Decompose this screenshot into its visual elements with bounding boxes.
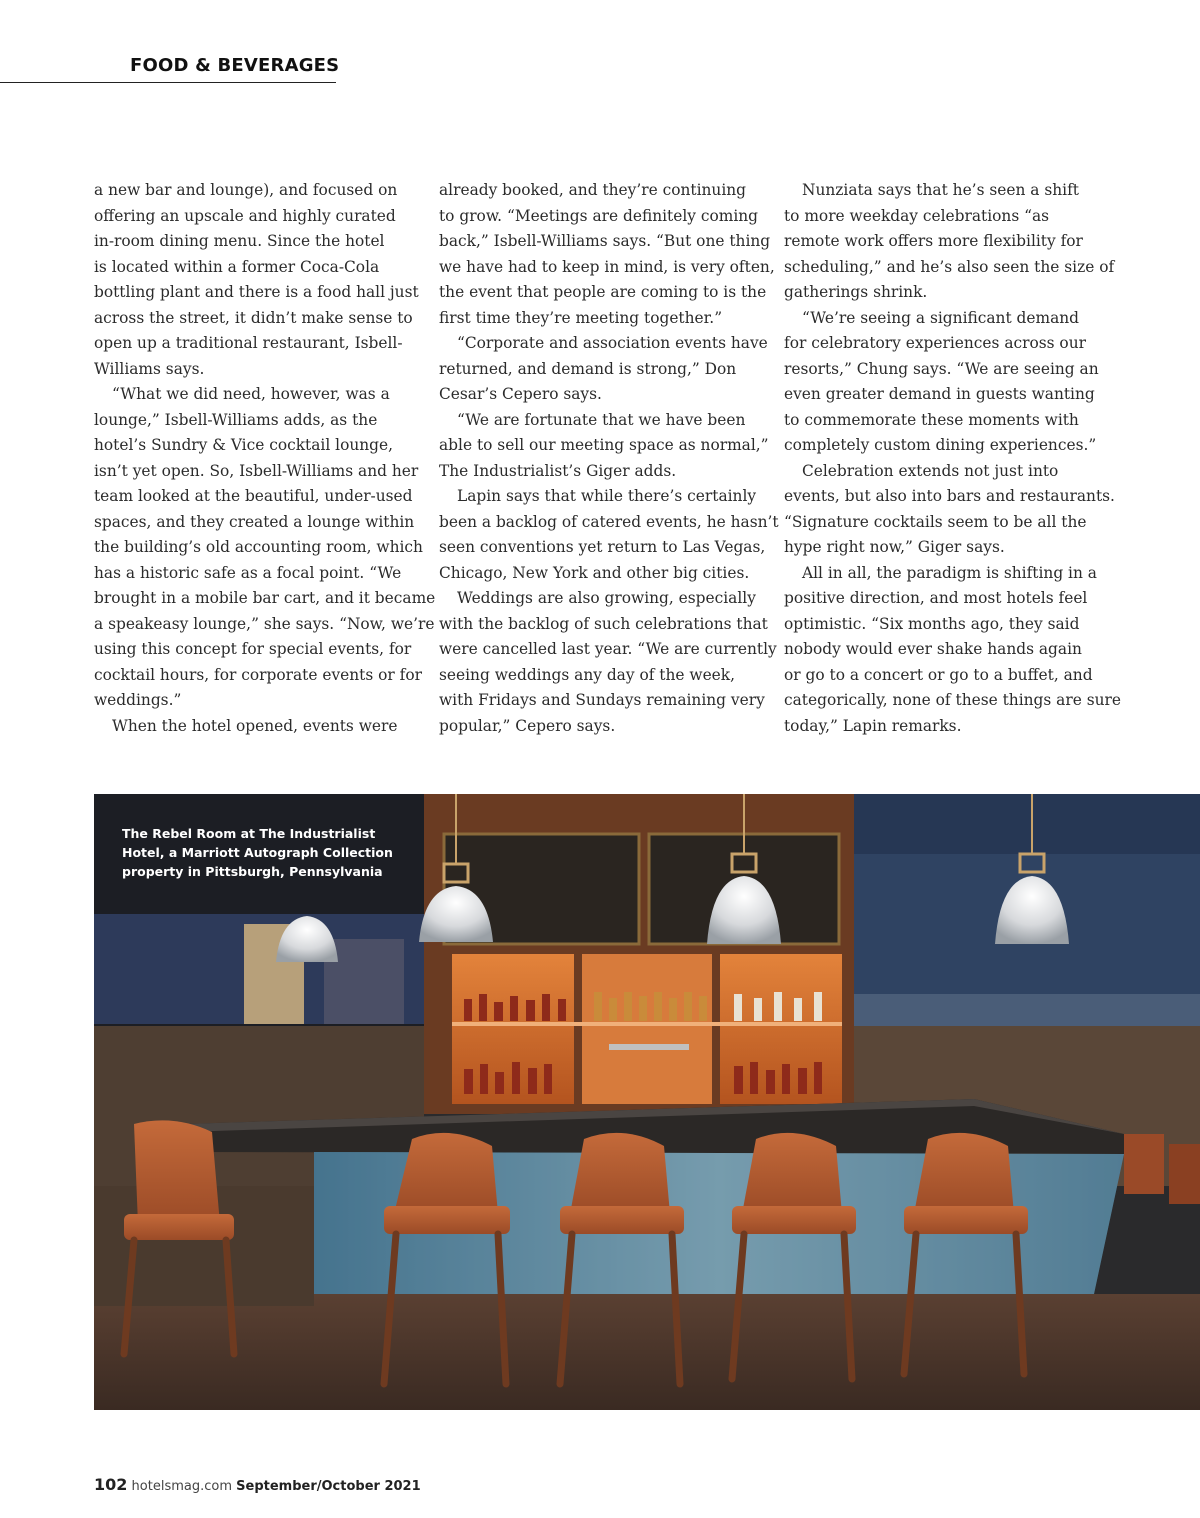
text-line: to more weekday celebrations “as [784,206,1050,225]
text-line: completely custom dining experiences.” [784,436,1097,454]
text-line: the event that people are coming to is the [439,283,767,301]
text-line: hotel’s Sundry & Vice cocktail lounge, [94,436,394,454]
text-line: scheduling,” and he’s also seen the size of [784,257,1115,276]
text-line: returned, and demand is strong,” Don [439,359,737,378]
text-line: remote work offers more flexibility for [784,232,1083,250]
text-line: open up a traditional restaurant, Isbell- [94,334,403,352]
text-line: resorts,” Chung says. “We are seeing an [784,359,1099,378]
site-name: hotelsmag.com [131,1479,232,1494]
text-line: using this concept for special events, for [94,640,412,658]
text-line: optimistic. “Six months ago, they said [784,614,1080,633]
text-line: for celebratory experiences across our [784,334,1086,352]
text-line: we have had to keep in mind, is very often, [439,257,775,276]
text-line: brought in a mobile bar cart, and it became [94,589,436,607]
text-line: the building’s old accounting room, which [94,538,423,556]
text-line: categorically, none of these things are sure [784,691,1121,709]
text-line: gatherings shrink. [784,283,928,301]
text-line: positive direction, and most hotels feel [784,589,1088,607]
text-line: or go to a concert or go to a buffet, and [784,665,1093,684]
text-line: a new bar and lounge), and focused on [94,181,398,199]
text-line: The Industrialist’s Giger adds. [439,461,677,480]
text-line: spaces, and they created a lounge within [94,512,415,531]
article-column-2 [439,178,779,739]
text-line: “Corporate and association events have [457,334,768,352]
page-footer [94,1475,421,1494]
section-label: FOOD & BEVERAGES [130,55,340,76]
text-line: in-room dining menu. Since the hotel [94,232,385,250]
photo-caption: The Rebel Room at The Industrialist Hotel, a Marriott Autograph Collection property in Pittsburgh, Pennsylvania [122,826,393,879]
header-rule [0,82,336,83]
text-line: “We are fortunate that we have been [457,410,746,429]
text-line: seen conventions yet return to Las Vegas, [439,538,766,556]
text-line: first time they’re meeting together.” [439,308,723,327]
text-line: bottling plant and there is a food hall just [94,283,419,301]
text-line: with the backlog of such celebrations that [439,614,768,633]
text-line: able to sell our meeting space as normal,” [439,436,769,454]
text-line: has a historic safe as a focal point. “We [94,563,402,582]
text-line: hype right now,” Giger says. [784,538,1005,556]
text-line: lounge,” Isbell-Williams adds, as the [94,410,378,429]
text-line: events, but also into bars and restaurants. [784,487,1115,505]
text-line: popular,” Cepero says. [439,716,616,735]
text-line: team looked at the beautiful, under-used [94,487,413,505]
bar-photo [94,794,1200,1410]
article-column-3 [784,178,1121,739]
text-line: back,” Isbell-Williams says. “But one thing [439,232,771,250]
text-line: “What we did need, however, was a [112,385,390,403]
text-line: Celebration extends not just into [802,461,1059,480]
page-number: 102 [94,1475,128,1494]
text-line: Lapin says that while there’s certainly [457,487,757,505]
text-line: isn’t yet open. So, Isbell-Williams and her [94,461,419,480]
text-line: Cesar’s Cepero says. [439,385,602,403]
text-line: were cancelled last year. “We are currently [439,640,777,658]
text-line: across the street, it didn’t make sense to [94,308,413,327]
text-line: “Signature cocktails seem to be all the [784,512,1087,531]
text-line: is located within a former Coca-Cola [94,257,380,276]
text-line: Weddings are also growing, especially [457,589,756,607]
text-line: today,” Lapin remarks. [784,716,962,735]
text-line: even greater demand in guests wanting [784,385,1095,403]
text-line: Williams says. [94,359,205,378]
text-line: with Fridays and Sundays remaining very [439,691,765,709]
text-line: nobody would ever shake hands again [784,640,1082,658]
text-line: “We’re seeing a significant demand [802,308,1080,327]
text-line: seeing weddings any day of the week, [439,665,736,684]
text-line: offering an upscale and highly curated [94,206,396,225]
text-line: been a backlog of catered events, he hasn’t [439,512,779,531]
text-line: weddings.” [94,691,182,709]
text-line: already booked, and they’re continuing [439,181,747,199]
text-line: Chicago, New York and other big cities. [439,563,750,582]
text-line: Nunziata says that he’s seen a shift [802,181,1079,199]
text-line: cocktail hours, for corporate events or for [94,665,422,684]
text-line: All in all, the paradigm is shifting in a [802,563,1097,582]
text-line: When the hotel opened, events were [112,716,398,735]
issue-date: September/October 2021 [236,1479,421,1494]
article-column-1 [94,178,436,739]
text-line: to commemorate these moments with [784,410,1079,429]
text-line: to grow. “Meetings are definitely coming [439,206,759,225]
text-line: a speakeasy lounge,” she says. “Now, we’re [94,614,435,633]
